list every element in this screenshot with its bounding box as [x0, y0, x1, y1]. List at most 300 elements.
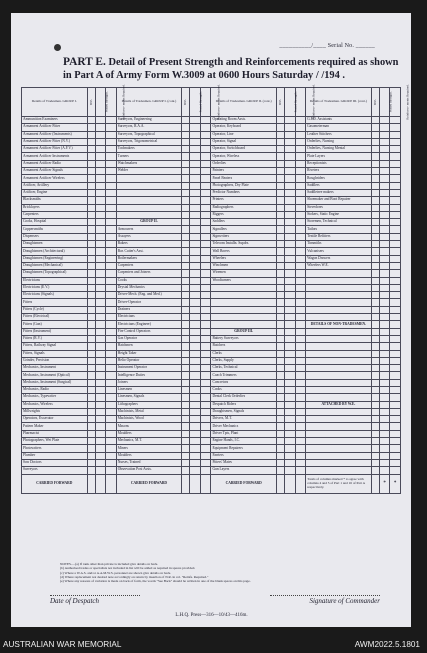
entry-cell[interactable]	[200, 197, 211, 204]
entry-cell[interactable]	[87, 401, 95, 408]
entry-cell[interactable]	[95, 241, 106, 248]
entry-cell[interactable]	[285, 357, 296, 364]
entry-cell[interactable]	[390, 211, 401, 218]
entry-cell[interactable]	[276, 284, 284, 291]
entry-cell[interactable]	[390, 438, 401, 445]
entry-cell[interactable]	[182, 197, 190, 204]
entry-cell[interactable]	[182, 175, 190, 182]
entry-cell[interactable]	[371, 365, 379, 372]
entry-cell[interactable]	[95, 270, 106, 277]
entry-cell[interactable]	[371, 394, 379, 401]
entry-cell[interactable]	[371, 335, 379, 342]
entry-cell[interactable]	[285, 117, 296, 124]
entry-cell[interactable]	[106, 438, 117, 445]
entry-cell[interactable]	[379, 255, 390, 262]
entry-cell[interactable]	[371, 430, 379, 437]
entry-cell[interactable]	[106, 189, 117, 196]
entry-cell[interactable]	[276, 160, 284, 167]
entry-cell[interactable]	[95, 292, 106, 299]
entry-cell[interactable]	[276, 262, 284, 269]
entry-cell[interactable]	[371, 233, 379, 240]
entry-cell[interactable]	[379, 262, 390, 269]
entry-cell[interactable]	[190, 335, 201, 342]
entry-cell[interactable]	[379, 248, 390, 255]
entry-cell[interactable]	[200, 255, 211, 262]
entry-cell[interactable]	[390, 416, 401, 423]
entry-cell[interactable]	[182, 306, 190, 313]
entry-cell[interactable]	[190, 423, 201, 430]
entry-cell[interactable]	[295, 131, 306, 138]
entry-cell[interactable]	[371, 386, 379, 393]
entry-cell[interactable]	[390, 467, 401, 474]
entry-cell[interactable]	[200, 241, 211, 248]
entry-cell[interactable]	[190, 189, 201, 196]
entry-cell[interactable]	[276, 182, 284, 189]
entry-cell[interactable]	[182, 474, 190, 493]
entry-cell[interactable]	[295, 277, 306, 284]
entry-cell[interactable]	[95, 416, 106, 423]
entry-cell[interactable]	[285, 335, 296, 342]
entry-cell[interactable]	[390, 131, 401, 138]
entry-cell[interactable]	[190, 321, 201, 328]
entry-cell[interactable]	[295, 124, 306, 131]
entry-cell[interactable]	[285, 277, 296, 284]
entry-cell[interactable]	[106, 277, 117, 284]
entry-cell[interactable]	[95, 445, 106, 452]
entry-cell[interactable]	[190, 262, 201, 269]
entry-cell[interactable]	[106, 241, 117, 248]
entry-cell[interactable]	[95, 197, 106, 204]
entry-cell[interactable]	[295, 270, 306, 277]
entry-cell[interactable]	[95, 452, 106, 459]
entry-cell[interactable]	[106, 175, 117, 182]
entry-cell[interactable]	[379, 423, 390, 430]
entry-cell[interactable]	[371, 189, 379, 196]
entry-cell[interactable]	[200, 423, 211, 430]
entry-cell[interactable]	[200, 306, 211, 313]
entry-cell[interactable]	[276, 328, 284, 335]
entry-cell[interactable]	[106, 160, 117, 167]
entry-cell[interactable]	[371, 299, 379, 306]
entry-cell[interactable]	[200, 233, 211, 240]
entry-cell[interactable]	[87, 117, 95, 124]
entry-cell[interactable]	[200, 117, 211, 124]
entry-cell[interactable]	[87, 153, 95, 160]
entry-cell[interactable]	[390, 328, 401, 335]
entry-cell[interactable]	[87, 445, 95, 452]
entry-cell[interactable]	[95, 401, 106, 408]
entry-cell[interactable]	[87, 204, 95, 211]
entry-cell[interactable]	[95, 343, 106, 350]
entry-cell[interactable]	[200, 365, 211, 372]
entry-cell[interactable]	[200, 153, 211, 160]
entry-cell[interactable]	[95, 372, 106, 379]
entry-cell[interactable]	[200, 182, 211, 189]
entry-cell[interactable]	[390, 350, 401, 357]
entry-cell[interactable]	[285, 452, 296, 459]
entry-cell[interactable]	[390, 262, 401, 269]
entry-cell[interactable]	[295, 306, 306, 313]
entry-cell[interactable]	[285, 306, 296, 313]
entry-cell[interactable]	[106, 430, 117, 437]
entry-cell[interactable]	[190, 138, 201, 145]
entry-cell[interactable]	[371, 292, 379, 299]
entry-cell[interactable]	[285, 284, 296, 291]
entry-cell[interactable]	[95, 423, 106, 430]
entry-cell[interactable]	[87, 211, 95, 218]
entry-cell[interactable]	[285, 401, 296, 408]
entry-cell[interactable]	[190, 292, 201, 299]
entry-cell[interactable]	[295, 153, 306, 160]
entry-cell[interactable]	[200, 284, 211, 291]
entry-cell[interactable]	[95, 284, 106, 291]
despatch-line[interactable]	[50, 595, 140, 596]
entry-cell[interactable]	[379, 328, 390, 335]
entry-cell[interactable]	[379, 204, 390, 211]
entry-cell[interactable]	[295, 335, 306, 342]
entry-cell[interactable]	[200, 459, 211, 466]
entry-cell[interactable]	[390, 219, 401, 226]
entry-cell[interactable]	[285, 459, 296, 466]
entry-cell[interactable]	[295, 321, 306, 328]
entry-cell[interactable]	[87, 219, 95, 226]
entry-cell[interactable]	[95, 394, 106, 401]
entry-cell[interactable]	[285, 153, 296, 160]
entry-cell[interactable]	[95, 314, 106, 321]
entry-cell[interactable]	[200, 474, 211, 493]
entry-cell[interactable]	[200, 328, 211, 335]
entry-cell[interactable]	[87, 474, 95, 493]
entry-cell[interactable]	[106, 474, 117, 493]
entry-cell[interactable]	[379, 372, 390, 379]
entry-cell[interactable]	[276, 474, 284, 493]
entry-cell[interactable]	[95, 299, 106, 306]
entry-cell[interactable]	[371, 153, 379, 160]
entry-cell[interactable]	[200, 299, 211, 306]
entry-cell[interactable]	[295, 314, 306, 321]
entry-cell[interactable]	[200, 372, 211, 379]
entry-cell[interactable]	[379, 314, 390, 321]
entry-cell[interactable]	[379, 438, 390, 445]
entry-cell[interactable]	[276, 189, 284, 196]
entry-cell[interactable]	[295, 248, 306, 255]
entry-cell[interactable]	[95, 168, 106, 175]
entry-cell[interactable]	[95, 204, 106, 211]
entry-cell[interactable]	[87, 124, 95, 131]
entry-cell[interactable]	[200, 401, 211, 408]
entry-cell[interactable]	[390, 248, 401, 255]
entry-cell[interactable]	[182, 401, 190, 408]
entry-cell[interactable]	[182, 452, 190, 459]
entry-cell[interactable]	[390, 168, 401, 175]
entry-cell[interactable]	[182, 445, 190, 452]
entry-cell[interactable]	[190, 182, 201, 189]
entry-cell[interactable]	[276, 131, 284, 138]
entry-cell[interactable]	[371, 277, 379, 284]
signature-line[interactable]	[270, 595, 380, 596]
entry-cell[interactable]	[390, 314, 401, 321]
entry-cell[interactable]	[190, 204, 201, 211]
entry-cell[interactable]	[390, 365, 401, 372]
entry-cell[interactable]	[390, 379, 401, 386]
entry-cell[interactable]	[379, 211, 390, 218]
entry-cell[interactable]	[95, 262, 106, 269]
entry-cell[interactable]	[390, 430, 401, 437]
entry-cell[interactable]	[106, 262, 117, 269]
entry-cell[interactable]	[200, 211, 211, 218]
entry-cell[interactable]	[182, 408, 190, 415]
entry-cell[interactable]	[190, 270, 201, 277]
entry-cell[interactable]	[285, 270, 296, 277]
entry-cell[interactable]	[190, 168, 201, 175]
entry-cell[interactable]	[379, 160, 390, 167]
entry-cell[interactable]	[379, 452, 390, 459]
entry-cell[interactable]	[371, 416, 379, 423]
entry-cell[interactable]	[390, 138, 401, 145]
entry-cell[interactable]	[276, 124, 284, 131]
entry-cell[interactable]	[379, 233, 390, 240]
entry-cell[interactable]	[106, 343, 117, 350]
entry-cell[interactable]	[295, 350, 306, 357]
entry-cell[interactable]	[200, 160, 211, 167]
entry-cell[interactable]	[106, 408, 117, 415]
entry-cell[interactable]	[95, 350, 106, 357]
entry-cell[interactable]	[95, 386, 106, 393]
entry-cell[interactable]	[285, 292, 296, 299]
entry-cell[interactable]	[106, 328, 117, 335]
entry-cell[interactable]	[390, 226, 401, 233]
entry-cell[interactable]	[106, 350, 117, 357]
entry-cell[interactable]	[106, 117, 117, 124]
entry-cell[interactable]	[182, 219, 190, 226]
entry-cell[interactable]	[95, 117, 106, 124]
entry-cell[interactable]	[285, 226, 296, 233]
entry-cell[interactable]	[190, 401, 201, 408]
entry-cell[interactable]	[200, 204, 211, 211]
entry-cell[interactable]	[379, 146, 390, 153]
entry-cell[interactable]	[182, 284, 190, 291]
entry-cell[interactable]	[371, 131, 379, 138]
entry-cell[interactable]	[371, 321, 379, 328]
entry-cell[interactable]	[190, 386, 201, 393]
entry-cell[interactable]	[106, 233, 117, 240]
entry-cell[interactable]	[276, 350, 284, 357]
entry-cell[interactable]	[379, 277, 390, 284]
entry-cell[interactable]	[200, 430, 211, 437]
entry-cell[interactable]	[285, 365, 296, 372]
entry-cell[interactable]	[190, 328, 201, 335]
entry-cell[interactable]	[379, 445, 390, 452]
entry-cell[interactable]	[182, 153, 190, 160]
entry-cell[interactable]	[200, 219, 211, 226]
entry-cell[interactable]	[371, 138, 379, 145]
entry-cell[interactable]	[390, 124, 401, 131]
entry-cell[interactable]	[95, 146, 106, 153]
entry-cell[interactable]	[190, 394, 201, 401]
entry-cell[interactable]	[95, 306, 106, 313]
entry-cell[interactable]	[182, 270, 190, 277]
entry-cell[interactable]	[285, 138, 296, 145]
entry-cell[interactable]	[371, 204, 379, 211]
entry-cell[interactable]	[200, 343, 211, 350]
entry-cell[interactable]	[390, 459, 401, 466]
entry-cell[interactable]	[285, 299, 296, 306]
entry-cell[interactable]	[276, 438, 284, 445]
entry-cell[interactable]	[285, 423, 296, 430]
entry-cell[interactable]	[390, 241, 401, 248]
entry-cell[interactable]	[390, 335, 401, 342]
entry-cell[interactable]	[87, 233, 95, 240]
entry-cell[interactable]	[285, 328, 296, 335]
entry-cell[interactable]	[182, 233, 190, 240]
entry-cell[interactable]	[379, 350, 390, 357]
entry-cell[interactable]	[295, 284, 306, 291]
entry-cell[interactable]	[390, 204, 401, 211]
entry-cell[interactable]	[276, 292, 284, 299]
entry-cell[interactable]	[371, 124, 379, 131]
entry-cell[interactable]	[190, 233, 201, 240]
entry-cell[interactable]	[276, 146, 284, 153]
entry-cell[interactable]	[276, 401, 284, 408]
entry-cell[interactable]	[276, 343, 284, 350]
entry-cell[interactable]	[390, 408, 401, 415]
entry-cell[interactable]	[182, 168, 190, 175]
entry-cell[interactable]	[182, 335, 190, 342]
entry-cell[interactable]	[200, 452, 211, 459]
entry-cell[interactable]	[285, 372, 296, 379]
entry-cell[interactable]	[285, 131, 296, 138]
entry-cell[interactable]	[190, 379, 201, 386]
entry-cell[interactable]	[285, 321, 296, 328]
entry-cell[interactable]	[371, 160, 379, 167]
entry-cell[interactable]	[371, 459, 379, 466]
entry-cell[interactable]	[285, 197, 296, 204]
entry-cell[interactable]	[87, 467, 95, 474]
entry-cell[interactable]	[390, 386, 401, 393]
entry-cell[interactable]	[390, 401, 401, 408]
entry-cell[interactable]	[106, 211, 117, 218]
entry-cell[interactable]	[190, 160, 201, 167]
entry-cell[interactable]	[190, 299, 201, 306]
entry-cell[interactable]	[285, 350, 296, 357]
entry-cell[interactable]	[276, 408, 284, 415]
entry-cell[interactable]	[182, 262, 190, 269]
entry-cell[interactable]	[182, 226, 190, 233]
entry-cell[interactable]	[190, 124, 201, 131]
entry-cell[interactable]	[190, 277, 201, 284]
entry-cell[interactable]	[379, 189, 390, 196]
entry-cell[interactable]	[295, 430, 306, 437]
entry-cell[interactable]	[371, 401, 379, 408]
entry-cell[interactable]	[190, 474, 201, 493]
entry-cell[interactable]	[182, 314, 190, 321]
entry-cell[interactable]	[276, 314, 284, 321]
entry-cell[interactable]	[295, 328, 306, 335]
entry-cell[interactable]	[371, 197, 379, 204]
entry-cell[interactable]	[106, 386, 117, 393]
entry-cell[interactable]	[106, 131, 117, 138]
entry-cell[interactable]	[276, 233, 284, 240]
entry-cell[interactable]	[371, 379, 379, 386]
entry-cell[interactable]	[295, 401, 306, 408]
entry-cell[interactable]	[95, 175, 106, 182]
entry-cell[interactable]	[87, 146, 95, 153]
entry-cell[interactable]	[285, 182, 296, 189]
entry-cell[interactable]	[276, 255, 284, 262]
entry-cell[interactable]	[95, 459, 106, 466]
entry-cell[interactable]	[200, 379, 211, 386]
entry-cell[interactable]	[285, 386, 296, 393]
entry-cell[interactable]	[95, 357, 106, 364]
entry-cell[interactable]	[295, 365, 306, 372]
entry-cell[interactable]	[295, 117, 306, 124]
entry-cell[interactable]	[106, 146, 117, 153]
entry-cell[interactable]	[182, 343, 190, 350]
entry-cell[interactable]	[182, 438, 190, 445]
entry-cell[interactable]	[276, 168, 284, 175]
entry-cell[interactable]	[87, 248, 95, 255]
entry-cell[interactable]	[200, 394, 211, 401]
entry-cell[interactable]	[379, 459, 390, 466]
entry-cell[interactable]	[182, 124, 190, 131]
entry-cell[interactable]	[200, 467, 211, 474]
entry-cell[interactable]	[95, 328, 106, 335]
entry-cell[interactable]	[390, 197, 401, 204]
entry-cell[interactable]	[200, 314, 211, 321]
entry-cell[interactable]	[390, 445, 401, 452]
entry-cell[interactable]	[200, 124, 211, 131]
entry-cell[interactable]	[295, 343, 306, 350]
entry-cell[interactable]	[87, 386, 95, 393]
entry-cell[interactable]	[200, 321, 211, 328]
entry-cell[interactable]	[295, 189, 306, 196]
entry-cell[interactable]	[379, 430, 390, 437]
entry-cell[interactable]	[200, 438, 211, 445]
entry-cell[interactable]	[276, 306, 284, 313]
entry-cell[interactable]	[276, 204, 284, 211]
entry-cell[interactable]	[285, 168, 296, 175]
entry-cell[interactable]	[390, 343, 401, 350]
entry-cell[interactable]	[371, 182, 379, 189]
entry-cell[interactable]	[106, 284, 117, 291]
entry-cell[interactable]	[87, 197, 95, 204]
entry-cell[interactable]	[190, 153, 201, 160]
entry-cell[interactable]	[379, 408, 390, 415]
entry-cell[interactable]	[379, 394, 390, 401]
entry-cell[interactable]	[190, 467, 201, 474]
entry-cell[interactable]	[276, 357, 284, 364]
entry-cell[interactable]	[106, 452, 117, 459]
entry-cell[interactable]	[390, 423, 401, 430]
entry-cell[interactable]	[106, 182, 117, 189]
entry-cell[interactable]	[87, 226, 95, 233]
entry-cell[interactable]	[106, 306, 117, 313]
entry-cell[interactable]	[182, 189, 190, 196]
entry-cell[interactable]	[182, 357, 190, 364]
entry-cell[interactable]	[190, 211, 201, 218]
entry-cell[interactable]	[182, 146, 190, 153]
entry-cell[interactable]	[371, 117, 379, 124]
entry-cell[interactable]	[190, 241, 201, 248]
entry-cell[interactable]	[95, 233, 106, 240]
entry-cell[interactable]	[371, 350, 379, 357]
entry-cell[interactable]	[95, 131, 106, 138]
entry-cell[interactable]	[182, 248, 190, 255]
entry-cell[interactable]	[87, 241, 95, 248]
entry-cell[interactable]	[106, 379, 117, 386]
entry-cell[interactable]	[295, 168, 306, 175]
entry-cell[interactable]	[295, 452, 306, 459]
